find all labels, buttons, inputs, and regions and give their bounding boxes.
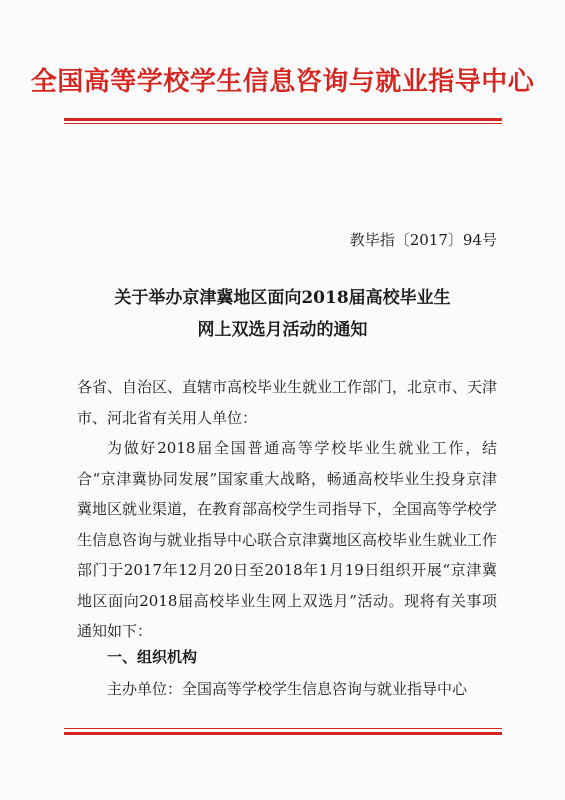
document-number: 教毕指〔2017〕94号 xyxy=(349,231,497,249)
footer-rule-thin xyxy=(64,728,502,729)
letterhead-title: 全国高等学校学生信息咨询与就业指导中心 xyxy=(30,67,535,97)
organizer-line: 主办单位：全国高等学校学生信息咨询与就业指导中心 xyxy=(107,680,468,698)
document-title-line-2: 网上双选月活动的通知 xyxy=(197,320,368,340)
body-paragraph: 为做好2018届全国普通高等学校毕业生就业工作，结合“京津冀协同发展”国家重大战略，畅通高校毕业生投身京津冀地区就业渠道，在教育部高校学生司指导下，全国高等学校学生信息咨询与就业指导中心联合京津冀地区高校毕业生就业工作部门于2017年12月20日至2018年1月19日组织开展“京津冀地区面向2018届高校毕业生网上双选月”活动。现将有关事项通知如下： xyxy=(77,439,498,640)
footer-rule-thick xyxy=(64,732,502,735)
salutation: 各省、自治区、直辖市高校毕业生就业工作部门，北京市、天津市、河北省有关用人单位： xyxy=(77,378,498,427)
section-heading-organization: 一、组织机构 xyxy=(107,648,198,666)
letterhead-rule-thin xyxy=(64,123,502,124)
document-title-line-1: 关于举办京津冀地区面向2018届高校毕业生 xyxy=(114,288,451,308)
letterhead-rule-thick xyxy=(64,118,502,121)
